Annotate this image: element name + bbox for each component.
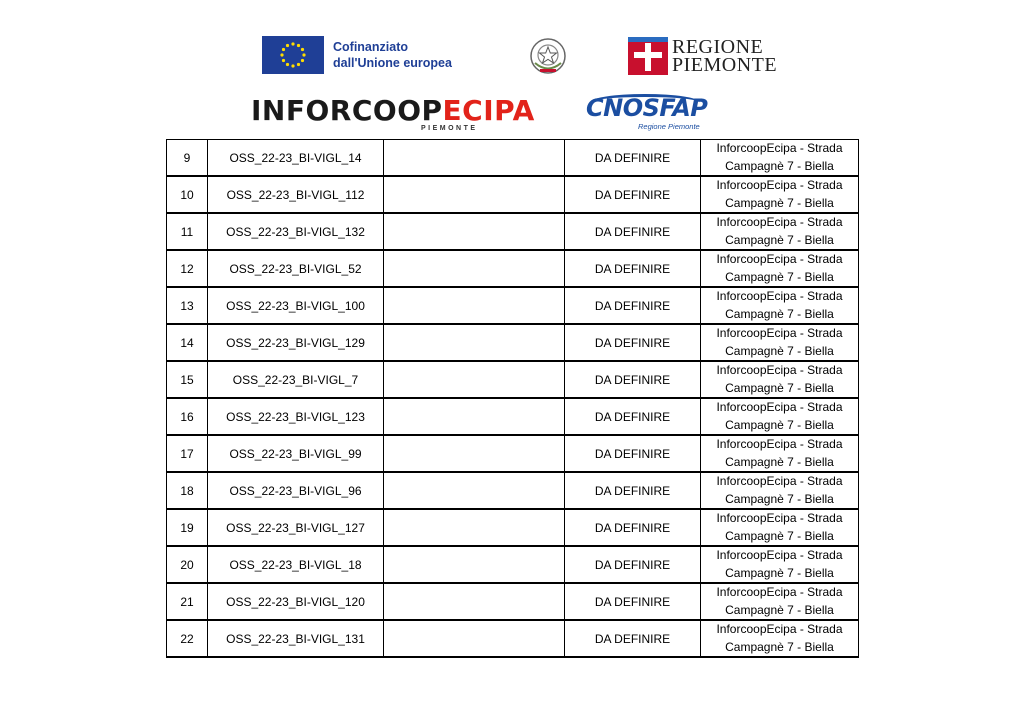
cnosfap-arc-icon — [590, 94, 700, 111]
empty-cell — [384, 361, 565, 398]
inforcoop-region: PIEMONTE — [421, 125, 478, 132]
course-code: OSS_22-23_BI-VIGL_96 — [208, 472, 384, 509]
course-code: OSS_22-23_BI-VIGL_112 — [208, 176, 384, 213]
location-cell — [701, 287, 859, 324]
location-line2: Campagnè 7 - Biella — [725, 491, 834, 506]
location-line1: InforcoopEcipa - Strada — [716, 511, 843, 525]
date-status: DA DEFINIRE — [565, 398, 701, 435]
course-code: OSS_22-23_BI-VIGL_99 — [208, 435, 384, 472]
location-line1: InforcoopEcipa - Strada — [716, 474, 843, 488]
location-cell — [701, 324, 859, 361]
course-code: OSS_22-23_BI-VIGL_127 — [208, 509, 384, 546]
location-cell — [701, 398, 859, 435]
date-status: DA DEFINIRE — [565, 472, 701, 509]
date-status: DA DEFINIRE — [565, 287, 701, 324]
table-row — [167, 140, 859, 177]
table-row — [167, 620, 859, 657]
location-cell — [701, 361, 859, 398]
location-line2: Campagnè 7 - Biella — [725, 195, 834, 210]
location-cell — [701, 620, 859, 657]
location-line1: InforcoopEcipa - Strada — [716, 289, 843, 303]
location-cell — [701, 546, 859, 583]
empty-cell — [384, 287, 565, 324]
table-row — [167, 213, 859, 250]
table-row — [167, 398, 859, 435]
date-status: DA DEFINIRE — [565, 583, 701, 620]
location-cell — [701, 213, 859, 250]
row-number: 17 — [167, 435, 208, 472]
empty-cell — [384, 472, 565, 509]
row-number: 21 — [167, 583, 208, 620]
location-line2: Campagnè 7 - Biella — [725, 602, 834, 617]
table-row — [167, 361, 859, 398]
eu-cofinancing-logo — [262, 36, 452, 74]
row-number: 12 — [167, 250, 208, 287]
course-code: OSS_22-23_BI-VIGL_52 — [208, 250, 384, 287]
inforcoop-name: INFORCOOP — [251, 94, 443, 127]
empty-cell — [384, 398, 565, 435]
eu-text-line1: Cofinanziato — [333, 40, 408, 54]
location-line2: Campagnè 7 - Biella — [725, 232, 834, 247]
location-line2: Campagnè 7 - Biella — [725, 565, 834, 580]
date-status: DA DEFINIRE — [565, 176, 701, 213]
schedule-table — [166, 139, 859, 658]
eu-flag-icon — [262, 36, 324, 74]
row-number: 16 — [167, 398, 208, 435]
table-row — [167, 546, 859, 583]
row-number: 13 — [167, 287, 208, 324]
date-status: DA DEFINIRE — [565, 435, 701, 472]
row-number: 15 — [167, 361, 208, 398]
location-line1: InforcoopEcipa - Strada — [716, 400, 843, 414]
date-status: DA DEFINIRE — [565, 509, 701, 546]
inforcoop-ecipa-logo — [251, 94, 535, 132]
location-line2: Campagnè 7 - Biella — [725, 306, 834, 321]
location-line1: InforcoopEcipa - Strada — [716, 548, 843, 562]
row-number: 11 — [167, 213, 208, 250]
location-cell — [701, 176, 859, 213]
location-cell — [701, 435, 859, 472]
location-line2: Campagnè 7 - Biella — [725, 528, 834, 543]
table-row — [167, 583, 859, 620]
cnosfap-name: CNOSFAP — [586, 94, 708, 122]
row-number: 18 — [167, 472, 208, 509]
location-line2: Campagnè 7 - Biella — [725, 639, 834, 654]
table-row — [167, 472, 859, 509]
location-line1: InforcoopEcipa - Strada — [716, 437, 843, 451]
location-line2: Campagnè 7 - Biella — [725, 158, 834, 173]
location-cell — [701, 583, 859, 620]
course-code: OSS_22-23_BI-VIGL_7 — [208, 361, 384, 398]
location-line1: InforcoopEcipa - Strada — [716, 141, 843, 155]
empty-cell — [384, 509, 565, 546]
date-status: DA DEFINIRE — [565, 546, 701, 583]
regione-shield-icon — [628, 37, 668, 75]
row-number: 22 — [167, 620, 208, 657]
cnosfap-region: Regione Piemonte — [638, 122, 700, 131]
table-row — [167, 324, 859, 361]
ecipa-name: ECIPA — [442, 94, 535, 127]
location-line1: InforcoopEcipa - Strada — [716, 622, 843, 636]
location-line1: InforcoopEcipa - Strada — [716, 326, 843, 340]
location-cell — [701, 472, 859, 509]
course-code: OSS_22-23_BI-VIGL_14 — [208, 140, 384, 177]
location-line2: Campagnè 7 - Biella — [725, 343, 834, 358]
course-code: OSS_22-23_BI-VIGL_120 — [208, 583, 384, 620]
location-cell — [701, 509, 859, 546]
row-number: 20 — [167, 546, 208, 583]
course-code: OSS_22-23_BI-VIGL_129 — [208, 324, 384, 361]
date-status: DA DEFINIRE — [565, 140, 701, 177]
location-cell — [701, 140, 859, 177]
course-code: OSS_22-23_BI-VIGL_123 — [208, 398, 384, 435]
empty-cell — [384, 324, 565, 361]
table-row — [167, 435, 859, 472]
table-row — [167, 250, 859, 287]
row-number: 9 — [167, 140, 208, 177]
table-row — [167, 287, 859, 324]
location-line2: Campagnè 7 - Biella — [725, 380, 834, 395]
empty-cell — [384, 435, 565, 472]
date-status: DA DEFINIRE — [565, 361, 701, 398]
empty-cell — [384, 176, 565, 213]
course-code: OSS_22-23_BI-VIGL_18 — [208, 546, 384, 583]
date-status: DA DEFINIRE — [565, 213, 701, 250]
empty-cell — [384, 213, 565, 250]
empty-cell — [384, 620, 565, 657]
empty-cell — [384, 583, 565, 620]
location-line1: InforcoopEcipa - Strada — [716, 178, 843, 192]
location-line1: InforcoopEcipa - Strada — [716, 215, 843, 229]
row-number: 19 — [167, 509, 208, 546]
location-line1: InforcoopEcipa - Strada — [716, 585, 843, 599]
empty-cell — [384, 250, 565, 287]
location-line2: Campagnè 7 - Biella — [725, 454, 834, 469]
date-status: DA DEFINIRE — [565, 324, 701, 361]
location-line1: InforcoopEcipa - Strada — [716, 363, 843, 377]
empty-cell — [384, 546, 565, 583]
location-line2: Campagnè 7 - Biella — [725, 417, 834, 432]
location-line1: InforcoopEcipa - Strada — [716, 252, 843, 266]
location-cell — [701, 250, 859, 287]
eu-text-line2: dall'Unione europea — [333, 56, 452, 70]
regione-piemonte-logo — [628, 37, 777, 75]
course-code: OSS_22-23_BI-VIGL_132 — [208, 213, 384, 250]
cnosfap-logo — [586, 94, 708, 131]
row-number: 14 — [167, 324, 208, 361]
date-status: DA DEFINIRE — [565, 620, 701, 657]
table-row — [167, 509, 859, 546]
course-code: OSS_22-23_BI-VIGL_131 — [208, 620, 384, 657]
italian-republic-emblem-icon — [528, 36, 568, 76]
empty-cell — [384, 140, 565, 177]
course-code: OSS_22-23_BI-VIGL_100 — [208, 287, 384, 324]
date-status: DA DEFINIRE — [565, 250, 701, 287]
location-line2: Campagnè 7 - Biella — [725, 269, 834, 284]
regione-line2: PIEMONTE — [672, 54, 778, 76]
row-number: 10 — [167, 176, 208, 213]
regione-line1: REGIONE — [672, 36, 764, 58]
table-row — [167, 176, 859, 213]
